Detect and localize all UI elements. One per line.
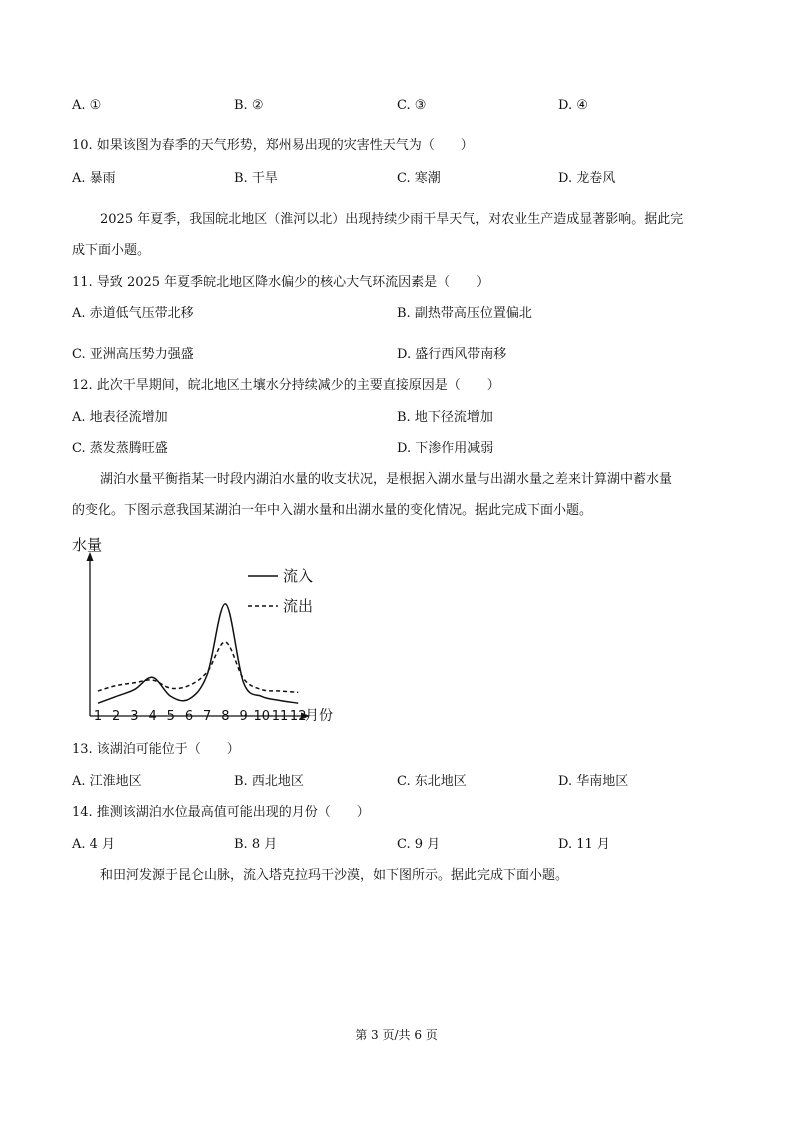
q14-option-b: B. 8 月 (234, 837, 278, 852)
legend-inflow-label: 流入 (283, 567, 314, 585)
x-tick-label: 1 (93, 709, 103, 724)
x-tick-label: 4 (148, 709, 157, 724)
q12-option-c: C. 蒸发蒸腾旺盛 (72, 441, 168, 456)
q12-stem: 12. 此次干旱期间，皖北地区土壤水分持续减少的主要直接原因是（ ） (72, 378, 500, 393)
legend-outflow-label: 流出 (283, 597, 314, 615)
q9-option-a: A. ① (72, 98, 102, 113)
q13-option-d: D. 华南地区 (558, 774, 629, 789)
x-tick-label: 11 (271, 709, 289, 724)
q11-option-d: D. 盛行西风带南移 (397, 347, 507, 362)
q14-option-d: D. 11 月 (558, 837, 610, 852)
q12-option-a: A. 地表径流增加 (72, 410, 168, 425)
q10-stem: 10. 如果该图为春季的天气形势，郑州易出现的灾害性天气为（ ） (72, 138, 474, 153)
x-tick-label: 3 (130, 709, 139, 724)
q12-option-b: B. 地下径流增加 (397, 410, 493, 425)
q13-stem: 13. 该湖泊可能位于（ ） (72, 742, 240, 757)
lake-water-chart (68, 534, 343, 726)
passage2-line2: 的变化。下图示意我国某湖泊一年中入湖水量和出湖水量的变化情况。据此完成下面小题。 (72, 503, 593, 518)
series-outflow-line (98, 642, 298, 692)
q10-option-c: C. 寒潮 (397, 171, 441, 186)
y-axis-label: 水量 (72, 536, 103, 554)
x-tick-label: 2 (112, 709, 121, 724)
x-tick-label: 8 (221, 709, 230, 724)
q14-option-a: A. 4 月 (72, 837, 116, 852)
passage2-line1: 湖泊水量平衡指某一时段内湖泊水量的收支状况，是根据入湖水量与出湖水量之差来计算湖中蓄水量 (100, 472, 673, 487)
x-tick-label: 12 (289, 709, 307, 724)
x-axis-label: 月份 (305, 708, 333, 724)
q9-option-c: C. ③ (397, 98, 427, 113)
passage3-line1: 和田河发源于昆仑山脉，流入塔克拉玛干沙漠，如下图所示。据此完成下面小题。 (100, 868, 569, 883)
q13-option-b: B. 西北地区 (234, 774, 304, 789)
series-inflow-line (98, 604, 298, 703)
q14-stem: 14. 推测该湖泊水位最高值可能出现的月份（ ） (72, 805, 370, 820)
passage1-line1: 2025 年夏季，我国皖北地区（淮河以北）出现持续少雨干旱天气，对农业生产造成显著影响。据此完 (100, 212, 684, 227)
q11-stem: 11. 导致 2025 年夏季皖北地区降水偏少的核心大气环流因素是（ ） (72, 275, 490, 290)
q10-option-b: B. 干旱 (234, 171, 278, 186)
x-tick-label: 5 (166, 709, 175, 724)
x-tick-label: 10 (253, 709, 271, 724)
q13-option-a: A. 江淮地区 (72, 774, 142, 789)
q10-option-d: D. 龙卷风 (558, 171, 616, 186)
q11-option-a: A. 赤道低气压带北移 (72, 306, 194, 321)
q14-option-c: C. 9 月 (397, 837, 441, 852)
q10-option-a: A. 暴雨 (72, 171, 116, 186)
q9-option-d: D. ④ (558, 98, 588, 113)
x-tick-label: 7 (203, 709, 212, 724)
x-tick-label: 6 (184, 709, 194, 724)
passage1-line2: 成下面小题。 (72, 243, 151, 258)
x-tick-label: 9 (239, 709, 248, 724)
q13-option-c: C. 东北地区 (397, 774, 467, 789)
page-footer: 第 3 页/共 6 页 (355, 1028, 438, 1042)
q12-option-d: D. 下渗作用减弱 (397, 441, 494, 456)
q11-option-b: B. 副热带高压位置偏北 (397, 306, 532, 321)
q9-option-b: B. ② (234, 98, 264, 113)
q11-option-c: C. 亚洲高压势力强盛 (72, 347, 194, 362)
